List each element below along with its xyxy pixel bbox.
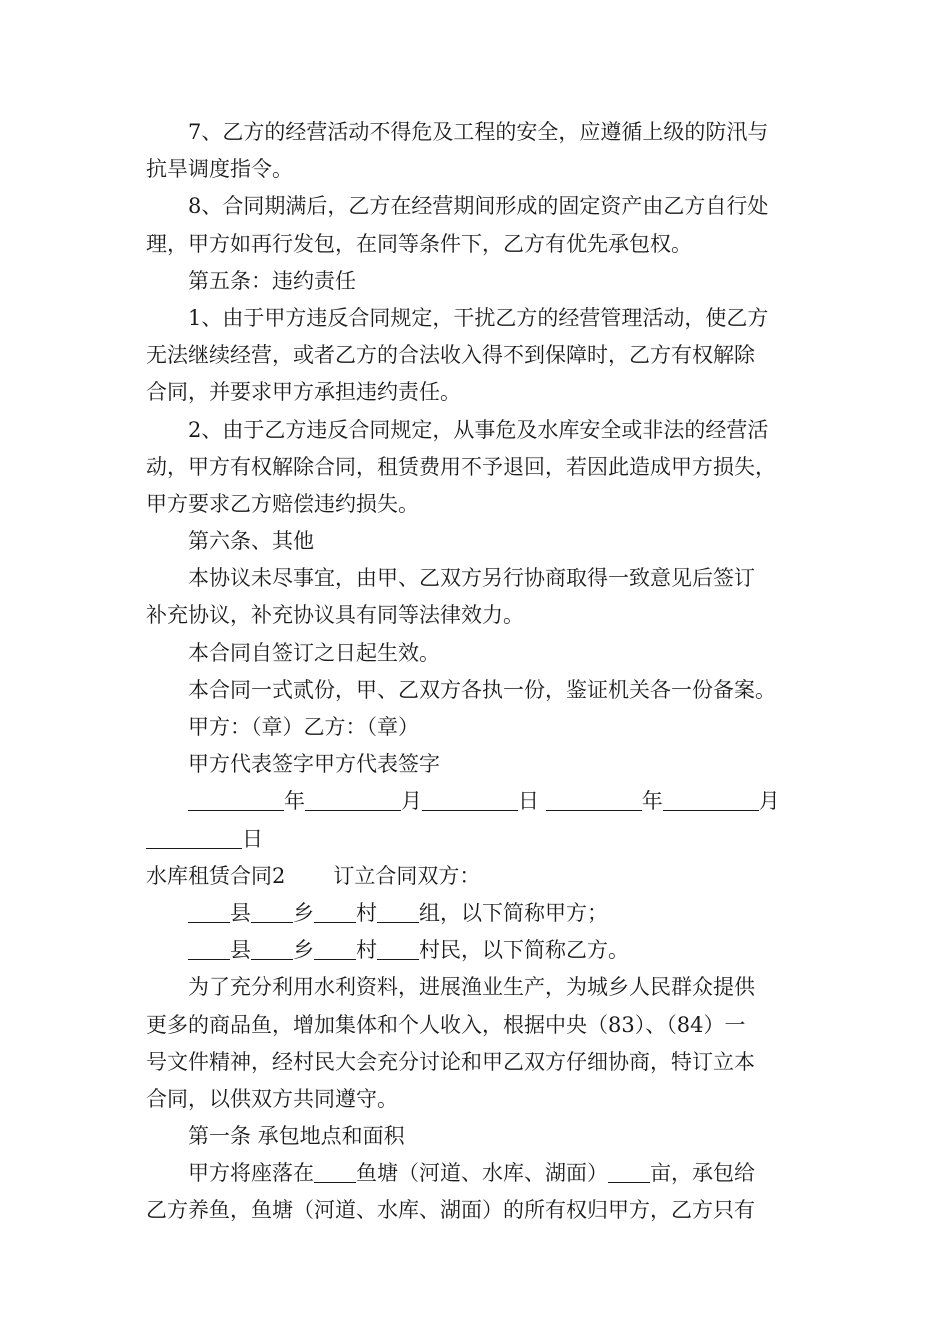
text-line: 理，甲方如再行发包，在同等条件下，乙方有优先承包权。 — [146, 231, 692, 256]
text-line: 补充协议，补充协议具有同等法律效力。 — [146, 603, 524, 628]
blank-field — [188, 900, 230, 923]
blank-field — [546, 788, 642, 811]
text-span: 甲方将座落在 — [188, 1161, 314, 1186]
year-label: 年 — [284, 789, 305, 814]
text-line: 本合同一式贰份，甲、乙双方各执一份，鉴证机关各一份备案。 — [188, 677, 776, 702]
blank-field — [377, 937, 419, 960]
county-label: 县 — [230, 900, 251, 925]
blank-field — [314, 900, 356, 923]
day-label: 日 — [242, 826, 263, 851]
text-span: 鱼塘（河道、水库、湖面） — [356, 1161, 608, 1186]
blank-field — [422, 788, 518, 811]
section-heading: 第五条：违约责任 — [188, 268, 356, 293]
party-a-text: 组，以下简称甲方； — [419, 900, 608, 925]
contract-title: 水库租赁合同2 — [146, 863, 286, 888]
county-label: 县 — [230, 938, 251, 963]
document-page — [146, 114, 810, 1230]
text-span: 亩，承包给 — [650, 1161, 755, 1186]
section-heading: 第六条、其他 — [188, 529, 314, 554]
blank-field — [188, 937, 230, 960]
blank-field — [314, 1160, 356, 1183]
text-line: 7、乙方的经营活动不得危及工程的安全，应遵循上级的防汛与 — [188, 120, 769, 144]
signature-seal-line: 甲方：（章）乙方：（章） — [188, 715, 419, 739]
parties-label: 订立合同双方： — [333, 863, 481, 888]
month-label: 月 — [758, 789, 780, 814]
text-line: 本协议未尽事宜，由甲、乙双方另行协商取得一致意见后签订 — [188, 566, 755, 591]
blank-field — [377, 900, 419, 923]
month-label: 月 — [401, 789, 422, 814]
township-label: 乡 — [293, 938, 314, 963]
blank-field — [146, 826, 242, 849]
text-line: 2、由于乙方违反合同规定，从事危及水库安全或非法的经营活 — [188, 417, 769, 442]
section-heading: 第一条 承包地点和面积 — [188, 1124, 405, 1149]
article1-line — [146, 1155, 810, 1192]
village-label: 村 — [356, 900, 377, 925]
signature-label-line: 甲方代表签字甲方代表签字 — [188, 752, 440, 777]
text-line: 无法继续经营，或者乙方的合法收入得不到保障时，乙方有权解除 — [146, 343, 755, 368]
text-line: 1、由于甲方违反合同规定，干扰乙方的经营管理活动，使乙方 — [188, 305, 769, 330]
text-line: 8、合同期满后，乙方在经营期间形成的固定资产由乙方自行处 — [188, 194, 769, 219]
blank-field — [251, 900, 293, 923]
text-line: 合同，并要求甲方承担违约责任。 — [146, 380, 461, 405]
party-b-line — [146, 932, 810, 969]
text-line: 合同，以供双方共同遵守。 — [146, 1086, 398, 1111]
text-line: 乙方养鱼，鱼塘（河道、水库、湖面）的所有权归甲方，乙方只有 — [146, 1198, 755, 1223]
party-a-line — [146, 895, 810, 932]
text-line: 更多的商品鱼，增加集体和个人收入，根据中央（83）、（84）一 — [146, 1012, 746, 1037]
text-line: 动，甲方有权解除合同，租赁费用不予退回，若因此造成甲方损失， — [146, 454, 776, 479]
township-label: 乡 — [293, 900, 314, 925]
blank-field — [251, 937, 293, 960]
blank-field — [608, 1160, 650, 1183]
year-label: 年 — [641, 789, 663, 814]
party-b-text: 村民，以下简称乙方。 — [419, 938, 629, 963]
text-line: 号文件精神，经村民大会充分讨论和甲乙双方仔细协商，特订立本 — [146, 1049, 755, 1074]
blank-field — [305, 788, 401, 811]
text-line: 抗旱调度指令。 — [146, 157, 293, 182]
date-line — [146, 783, 810, 820]
date-line-continued — [146, 821, 810, 858]
day-label: 日 — [518, 789, 539, 814]
contract-title-line — [146, 858, 810, 895]
village-label: 村 — [356, 938, 377, 963]
blank-field — [188, 788, 284, 811]
text-line: 本合同自签订之日起生效。 — [188, 640, 440, 665]
blank-field — [663, 788, 759, 811]
text-line: 为了充分利用水利资料，进展渔业生产，为城乡人民群众提供 — [188, 975, 755, 1000]
blank-field — [314, 937, 356, 960]
text-line: 甲方要求乙方赔偿违约损失。 — [146, 491, 419, 516]
